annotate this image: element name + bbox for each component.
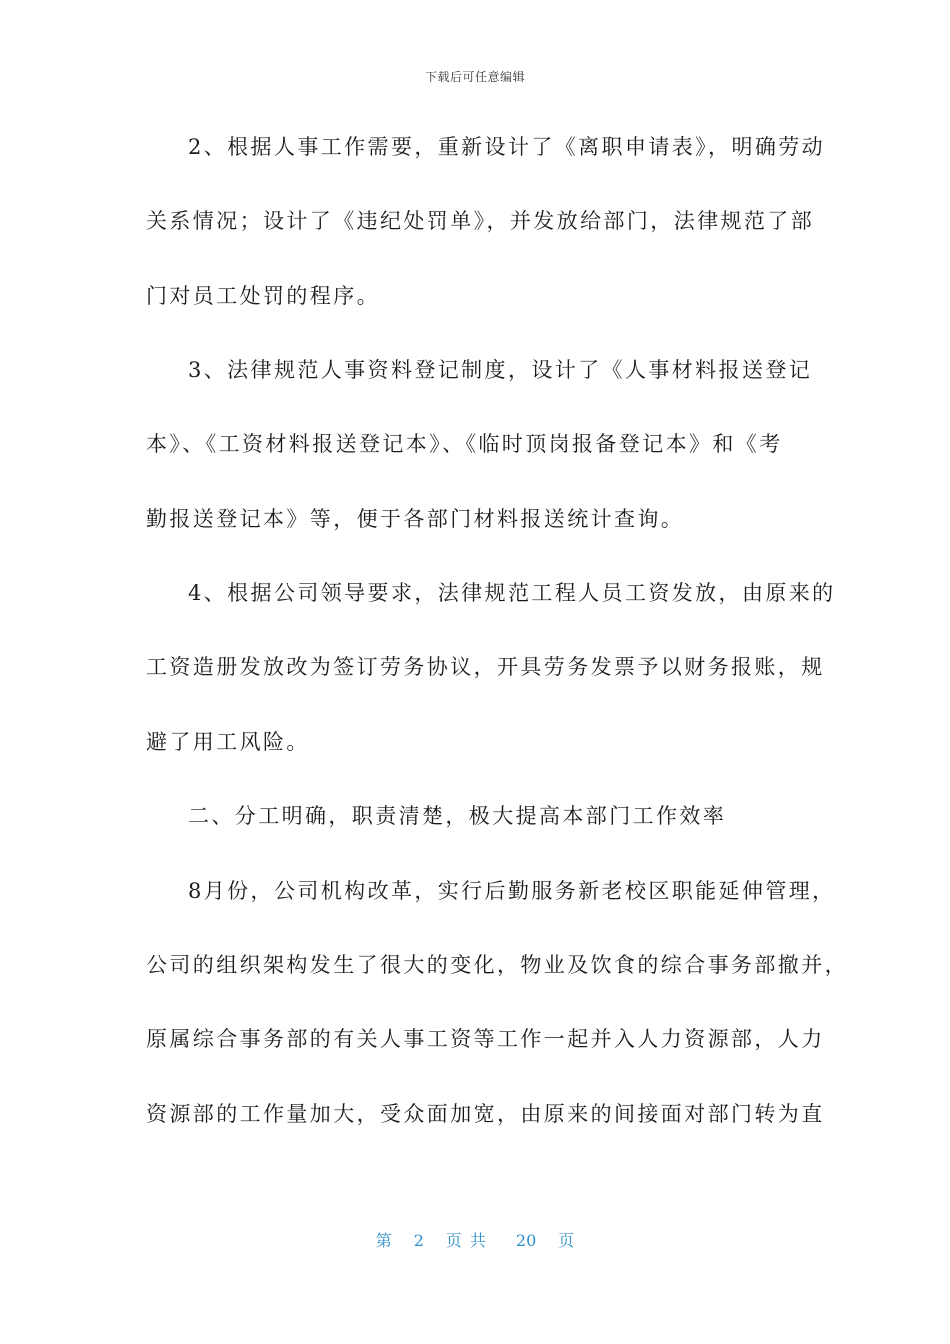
footer-prefix: 第 <box>375 1231 392 1250</box>
section-heading: 二、分工明确，职责清楚，极大提高本部门工作效率 <box>188 804 727 828</box>
paragraph-line: 工资造册发放改为签订劳务协议，开具劳务发票予以财务报账，规 <box>146 655 825 679</box>
paragraph-line: 公司的组织架构发生了很大的变化，物业及饮食的综合事务部撤并， <box>146 953 848 977</box>
current-page-number: 2 <box>413 1231 424 1250</box>
paragraph-line: 8月份，公司机构改革，实行后勤服务新老校区职能延伸管理， <box>188 879 836 903</box>
header-note: 下载后可任意编辑 <box>424 70 525 84</box>
paragraph-line: 门对员工处罚的程序。 <box>146 284 380 308</box>
paragraph-line: 4、根据公司领导要求，法律规范工程人员工资发放，由原来的 <box>188 581 836 605</box>
footer-mid: 页共 <box>445 1231 494 1250</box>
total-pages-number: 20 <box>515 1231 537 1250</box>
paragraph-line: 原属综合事务部的有关人事工资等工作一起并入人力资源部，人力 <box>146 1027 825 1051</box>
paragraph-line: 勤报送登记本》等，便于各部门材料报送统计查询。 <box>146 507 685 531</box>
paragraph-line: 资源部的工作量加大，受众面加宽，由原来的间接面对部门转为直 <box>146 1102 825 1126</box>
paragraph-line: 避了用工风险。 <box>146 730 310 754</box>
paragraph-line: 2、根据人事工作需要，重新设计了《离职申请表》，明确劳动 <box>188 135 826 159</box>
page-footer <box>0 1228 950 1251</box>
paragraph-line: 关系情况；设计了《违纪处罚单》，并发放给部门，法律规范了部 <box>146 209 815 233</box>
footer-suffix: 页 <box>558 1231 575 1250</box>
paragraph-line: 3、法律规范人事资料登记制度，设计了《人事材料报送登记 <box>188 358 813 382</box>
paragraph-line: 本》、《工资材料报送登记本》、《临时顶岗报备登记本》和《考 <box>146 432 783 456</box>
